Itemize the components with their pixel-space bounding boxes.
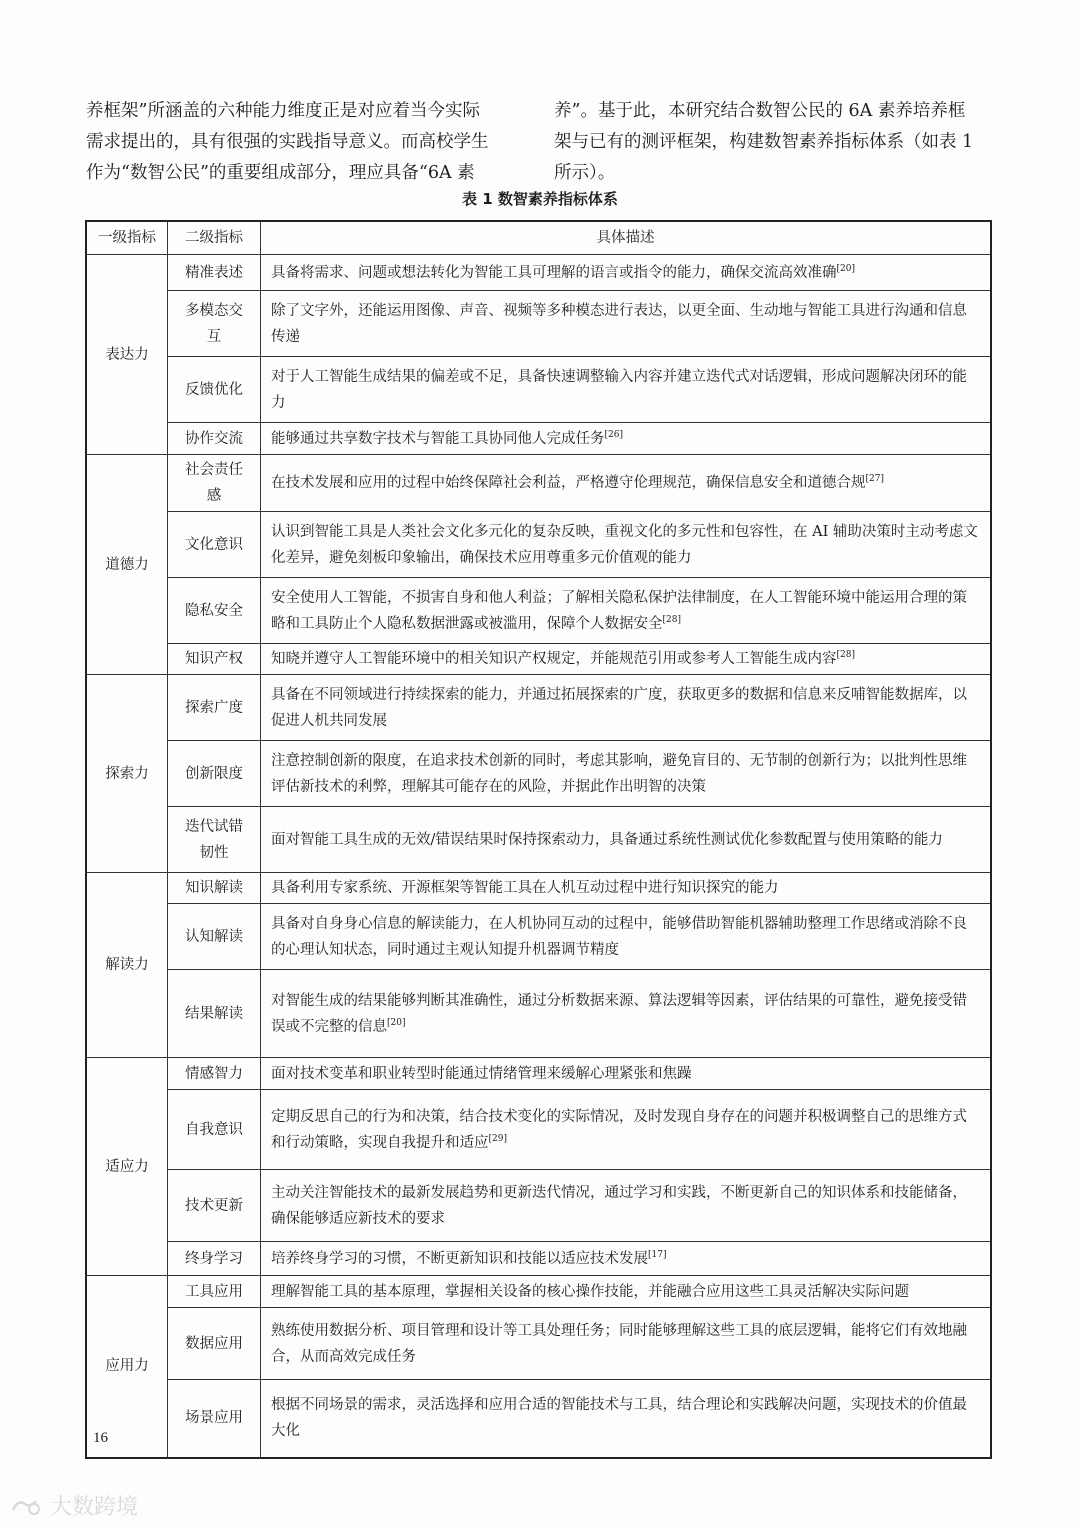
description-text: 注意控制创新的限度，在追求技术创新的同时，考虑其影响，避免盲目的、无节制的创新行为；以批判性思维评估新技术的利弊，理解其可能存在的风险，并据此作出明智的决策 <box>271 752 967 795</box>
table-row <box>86 357 991 423</box>
level2-indicator: 认知解读 <box>168 904 261 970</box>
table-title: 表 1 数智素养指标体系 <box>462 190 618 208</box>
table-row <box>86 904 991 970</box>
intro-right-line: 养”。基于此，本研究结合数智公民的 6A 素养培养框 <box>554 101 966 121</box>
description-text: 根据不同场景的需求，灵活选择和应用合适的智能技术与工具，结合理论和实践解决问题，实现技术的价值最大化 <box>271 1397 967 1440</box>
level2-indicator: 反馈优化 <box>168 357 261 423</box>
level2-indicator: 隐私安全 <box>168 578 261 644</box>
description-text: 安全使用人工智能，不损害自身和他人利益；了解相关隐私保护法律制度，在人工智能环境中能运用合理的策略和工具防止个人隐私数据泄露或被滥用，保障个人数据安全 <box>271 589 967 632</box>
indicator-description <box>261 1058 992 1090</box>
header-description: 具体描述 <box>261 221 992 255</box>
indicator-description <box>261 873 992 904</box>
intro-left-line: 作为“数智公民”的重要组成部分，理应具备“6A 素 <box>86 163 475 183</box>
intro-left-line: 需求提出的，具有很强的实践指导意义。而高校学生 <box>86 132 489 152</box>
level1-indicator: 探索力 <box>86 675 168 873</box>
level1-indicator: 解读力 <box>86 873 168 1058</box>
table-row <box>86 1090 991 1170</box>
indicator-description <box>261 357 992 423</box>
table-row <box>86 578 991 644</box>
description-text: 对智能生成的结果能够判断其准确性，通过分析数据来源、算法逻辑等因素，评估结果的可靠性，避免接受错误或不完整的信息 <box>271 992 967 1035</box>
table-row <box>86 1242 991 1276</box>
description-text: 能够通过共享数字技术与智能工具协同他人完成任务 <box>271 430 605 447</box>
table-row <box>86 644 991 675</box>
table-row <box>86 807 991 873</box>
indicator-description <box>261 807 992 873</box>
description-text: 面对技术变革和职业转型时能通过情绪管理来缓解心理紧张和焦躁 <box>271 1065 692 1082</box>
indicator-description <box>261 423 992 455</box>
intro-paragraph <box>86 96 994 189</box>
watermark-logo-icon <box>10 1495 44 1517</box>
level2-indicator: 结果解读 <box>168 970 261 1058</box>
indicator-description <box>261 1276 992 1308</box>
table-row <box>86 512 991 578</box>
header-level2: 二级指标 <box>168 221 261 255</box>
citation-ref: [26] <box>604 429 623 440</box>
citation-ref: [27] <box>865 474 884 485</box>
intro-right-line: 所示）。 <box>554 163 616 183</box>
table-row <box>86 675 991 741</box>
intro-right-line: 架与已有的测评框架，构建数智素养指标体系（如表 1 <box>554 132 974 152</box>
level1-indicator: 应用力 <box>86 1276 168 1458</box>
level1-indicator: 适应力 <box>86 1058 168 1276</box>
level2-indicator: 技术更新 <box>168 1170 261 1242</box>
indicator-description <box>261 1090 992 1170</box>
level2-indicator: 情感智力 <box>168 1058 261 1090</box>
indicator-description <box>261 578 992 644</box>
indicator-description <box>261 455 992 512</box>
description-text: 定期反思自己的行为和决策，结合技术变化的实际情况，及时发现自身存在的问题并积极调整自己的思维方式和行动策略，实现自我提升和适应 <box>271 1108 967 1151</box>
indicator-description <box>261 970 992 1058</box>
level2-indicator: 终身学习 <box>168 1242 261 1276</box>
indicator-table <box>85 220 992 1459</box>
table-row <box>86 741 991 807</box>
level2-indicator: 知识解读 <box>168 873 261 904</box>
page-number: 16 <box>93 1430 108 1446</box>
description-text: 培养终身学习的习惯，不断更新知识和技能以适应技术发展 <box>271 1250 648 1267</box>
table-row <box>86 1276 991 1308</box>
table-row <box>86 255 991 291</box>
indicator-description <box>261 1242 992 1276</box>
citation-ref: [20] <box>836 263 855 274</box>
table-row <box>86 423 991 455</box>
indicator-description <box>261 512 992 578</box>
description-text: 面对智能工具生成的无效/错误结果时保持探索动力，具备通过系统性测试优化参数配置与使用策略的能力 <box>271 831 943 848</box>
table-row <box>86 1380 991 1458</box>
level2-indicator: 工具应用 <box>168 1276 261 1308</box>
citation-ref: [20] <box>387 1017 406 1028</box>
watermark-text: 大数跨境 <box>50 1495 139 1520</box>
description-text: 熟练使用数据分析、项目管理和设计等工具处理任务；同时能够理解这些工具的底层逻辑，能将它们有效地融合，从而高效完成任务 <box>271 1322 967 1365</box>
level2-indicator: 数据应用 <box>168 1308 261 1380</box>
indicator-description <box>261 1380 992 1458</box>
level2-indicator: 探索广度 <box>168 675 261 741</box>
description-text: 在技术发展和应用的过程中始终保障社会利益，严格遵守伦理规范，确保信息安全和道德合规 <box>271 475 866 491</box>
table-row <box>86 1308 991 1380</box>
level2-indicator: 场景应用 <box>168 1380 261 1458</box>
description-text: 主动关注智能技术的最新发展趋势和更新迭代情况，通过学习和实践，不断更新自己的知识体系和技能储备，确保能够适应新技术的要求 <box>271 1184 967 1227</box>
indicator-description <box>261 644 992 675</box>
indicator-description <box>261 741 992 807</box>
indicator-description <box>261 1170 992 1242</box>
level2-indicator: 知识产权 <box>168 644 261 675</box>
level1-indicator: 道德力 <box>86 455 168 675</box>
watermark <box>10 1490 138 1521</box>
level2-indicator: 多模态交互 <box>168 291 261 357</box>
description-text: 对于人工智能生成结果的偏差或不足，具备快速调整输入内容并建立迭代式对话逻辑，形成问题解决闭环的能力 <box>271 368 967 411</box>
citation-ref: [28] <box>662 614 681 625</box>
level2-indicator: 精准表述 <box>168 255 261 291</box>
table-header-row <box>86 221 991 255</box>
level2-indicator: 创新限度 <box>168 741 261 807</box>
description-text: 具备在不同领域进行持续探索的能力，并通过拓展探索的广度，获取更多的数据和信息来反哺智能数据库，以促进人机共同发展 <box>271 686 967 729</box>
table-row <box>86 1170 991 1242</box>
citation-ref: [29] <box>488 1133 507 1144</box>
indicator-description <box>261 675 992 741</box>
description-text: 具备将需求、问题或想法转化为智能工具可理解的语言或指令的能力，确保交流高效准确 <box>271 264 837 281</box>
description-text: 具备利用专家系统、开源框架等智能工具在人机互动过程中进行知识探究的能力 <box>271 880 779 896</box>
description-text: 认识到智能工具是人类社会文化多元化的复杂反映，重视文化的多元性和包容性，在 AI 辅助决策时主动考虑文化差异，避免刻板印象输出，确保技术应用尊重多元价值观的能力 <box>271 523 978 566</box>
indicator-description <box>261 904 992 970</box>
table-row <box>86 455 991 512</box>
level2-indicator: 社会责任感 <box>168 455 261 512</box>
level2-indicator: 协作交流 <box>168 423 261 455</box>
description-text: 除了文字外，还能运用图像、声音、视频等多种模态进行表达，以更全面、生动地与智能工具进行沟通和信息传递 <box>271 302 967 345</box>
header-level1: 一级指标 <box>86 221 168 255</box>
level1-indicator: 表达力 <box>86 255 168 455</box>
table-row <box>86 291 991 357</box>
description-text: 知晓并遵守人工智能环境中的相关知识产权规定，并能规范引用或参考人工智能生成内容 <box>271 651 837 667</box>
indicator-description <box>261 1308 992 1380</box>
table-body <box>86 255 991 1458</box>
table-row <box>86 873 991 904</box>
table-row <box>86 970 991 1058</box>
indicator-description <box>261 291 992 357</box>
description-text: 理解智能工具的基本原理，掌握相关设备的核心操作技能，并能融合应用这些工具灵活解决实际问题 <box>271 1283 909 1300</box>
level2-indicator: 自我意识 <box>168 1090 261 1170</box>
level2-indicator: 文化意识 <box>168 512 261 578</box>
intro-right-column <box>554 96 994 189</box>
intro-left-column <box>86 96 526 189</box>
level2-indicator: 迭代试错韧性 <box>168 807 261 873</box>
intro-left-line: 养框架”所涵盖的六种能力维度正是对应着当今实际 <box>86 101 480 121</box>
citation-ref: [28] <box>836 650 855 661</box>
description-text: 具备对自身身心信息的解读能力，在人机协同互动的过程中，能够借助智能机器辅助整理工作思绪或消除不良的心理认知状态，同时通过主观认知提升机器调节精度 <box>271 915 967 958</box>
indicator-description <box>261 255 992 291</box>
citation-ref: [17] <box>648 1249 667 1260</box>
table-row <box>86 1058 991 1090</box>
